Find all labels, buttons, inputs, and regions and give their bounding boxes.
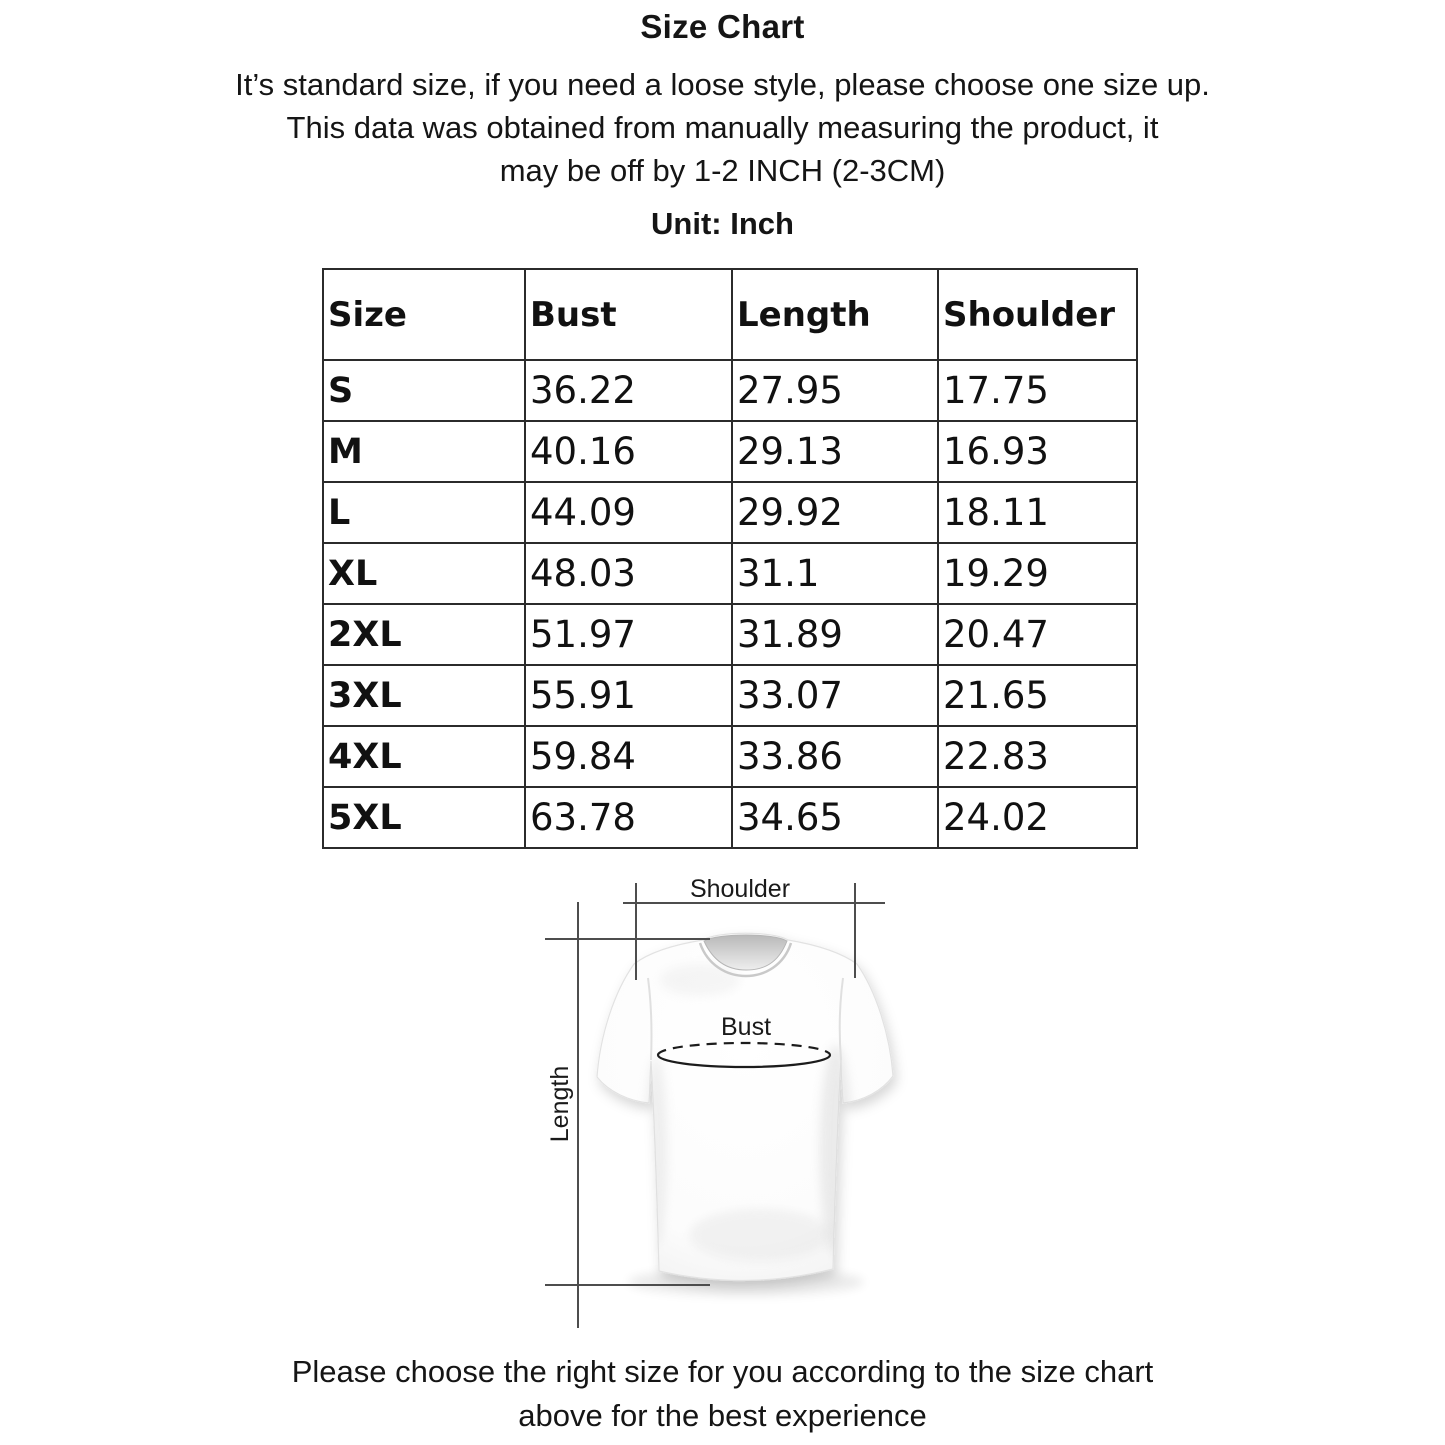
table-row bbox=[323, 726, 1137, 787]
cell-shoulder: 17.75 bbox=[938, 360, 1137, 421]
cell-bust: 63.78 bbox=[525, 787, 732, 848]
table-row bbox=[323, 543, 1137, 604]
measurement-diagram bbox=[500, 858, 952, 1342]
cell-bust: 36.22 bbox=[525, 360, 732, 421]
cell-size: M bbox=[323, 421, 525, 482]
cell-size: 2XL bbox=[323, 604, 525, 665]
bust-label: Bust bbox=[720, 1013, 772, 1041]
tshirt-graphic bbox=[597, 933, 893, 1280]
cell-size: S bbox=[323, 360, 525, 421]
cell-length: 34.65 bbox=[732, 787, 938, 848]
table-row bbox=[323, 482, 1137, 543]
cell-bust: 44.09 bbox=[525, 482, 732, 543]
cell-size: L bbox=[323, 482, 525, 543]
footer-line: above for the best experience bbox=[518, 1398, 927, 1433]
page-title: Size Chart bbox=[640, 8, 805, 45]
table-row bbox=[323, 665, 1137, 726]
cell-shoulder: 16.93 bbox=[938, 421, 1137, 482]
col-header-bust: Bust bbox=[525, 269, 732, 360]
col-header-shoulder: Shoulder bbox=[938, 269, 1137, 360]
table-row bbox=[323, 360, 1137, 421]
unit-label: Unit: Inch bbox=[651, 206, 794, 241]
cell-bust: 40.16 bbox=[525, 421, 732, 482]
cell-shoulder: 19.29 bbox=[938, 543, 1137, 604]
cell-length: 33.07 bbox=[732, 665, 938, 726]
size-table bbox=[322, 268, 1138, 849]
cell-shoulder: 21.65 bbox=[938, 665, 1137, 726]
cell-size: 4XL bbox=[323, 726, 525, 787]
cell-bust: 48.03 bbox=[525, 543, 732, 604]
cell-size: XL bbox=[323, 543, 525, 604]
description bbox=[0, 63, 1445, 192]
cell-length: 33.86 bbox=[732, 726, 938, 787]
description-line: may be off by 1-2 INCH (2-3CM) bbox=[499, 153, 946, 188]
cell-length: 31.1 bbox=[732, 543, 938, 604]
shoulder-label: Shoulder bbox=[689, 875, 791, 903]
cell-size: 3XL bbox=[323, 665, 525, 726]
cell-length: 29.92 bbox=[732, 482, 938, 543]
cell-size: 5XL bbox=[323, 787, 525, 848]
description-line: This data was obtained from manually measuring the product, it bbox=[286, 110, 1159, 145]
cell-shoulder: 20.47 bbox=[938, 604, 1137, 665]
cell-length: 31.89 bbox=[732, 604, 938, 665]
table-row bbox=[323, 604, 1137, 665]
cell-shoulder: 24.02 bbox=[938, 787, 1137, 848]
length-label: Length bbox=[546, 1065, 574, 1143]
cell-bust: 59.84 bbox=[525, 726, 732, 787]
cell-length: 29.13 bbox=[732, 421, 938, 482]
description-line: It’s standard size, if you need a loose style, please choose one size up. bbox=[235, 67, 1210, 102]
table-row bbox=[323, 421, 1137, 482]
cell-bust: 51.97 bbox=[525, 604, 732, 665]
table-header-row bbox=[323, 269, 1137, 360]
col-header-length: Length bbox=[732, 269, 938, 360]
footer-note bbox=[0, 1350, 1445, 1438]
table-row bbox=[323, 787, 1137, 848]
cell-shoulder: 22.83 bbox=[938, 726, 1137, 787]
col-header-size: Size bbox=[323, 269, 525, 360]
size-table-container bbox=[322, 268, 1138, 849]
cell-length: 27.95 bbox=[732, 360, 938, 421]
footer-line: Please choose the right size for you according to the size chart bbox=[291, 1354, 1154, 1389]
cell-bust: 55.91 bbox=[525, 665, 732, 726]
cell-shoulder: 18.11 bbox=[938, 482, 1137, 543]
